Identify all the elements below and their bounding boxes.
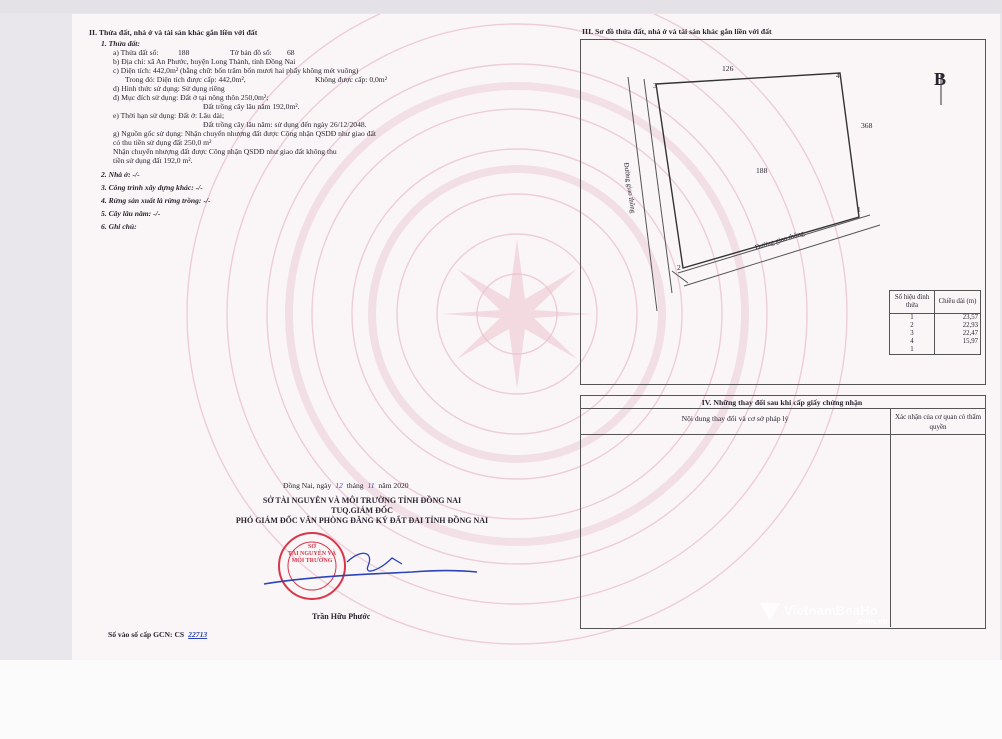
origin-3: Nhận chuyển nhượng đất được Công nhận QSDĐ như giao đất không thu [113, 147, 337, 156]
map-no: 68 [287, 48, 295, 57]
site-logo-icon [758, 600, 782, 624]
parcel-label: 188 [756, 166, 768, 175]
item5-perennial: 5. Cây lâu năm: -/- [101, 209, 161, 218]
parcel-no-label: a) Thửa đất số: [113, 48, 159, 57]
map-no-label: Tờ bản đồ số: [230, 48, 272, 57]
changes-col-confirm: Xác nhận của cơ quan có thẩm quyền [894, 413, 982, 431]
north-symbol: B [934, 69, 947, 89]
certificate-page [72, 14, 1000, 660]
vertex-cell: 1 [890, 314, 935, 323]
section2-heading: II. Thửa đất, nhà ở và tài sản khác gắn liền với đất [89, 28, 258, 37]
stamp-text: SỞ TÀI NGUYÊN VÀ MÔI TRƯỜNG [287, 544, 337, 564]
signer-name: Trần Hữu Phước [312, 612, 371, 621]
sign-deputy: PHÓ GIÁM ĐỐC VĂN PHÒNG ĐĂNG KÝ ĐẤT ĐAI TỈNH ĐỒNG NAI [235, 516, 489, 525]
signature-stroke [264, 571, 477, 585]
vertex-table-header-2: Chiều dài (m) [935, 291, 981, 314]
gcn-number: Số vào số cấp GCN: CS 22713 [108, 630, 208, 639]
section3-heading: III. Sơ đồ thửa đất, nhà ở và tài sản khác gắn liền với đất [582, 27, 772, 36]
length-cell [935, 346, 981, 355]
vertex-cell: 4 [890, 338, 935, 346]
vertex-cell: 1 [890, 346, 935, 355]
road-left-label: Đường giao thông [622, 162, 638, 214]
term: e) Thời hạn sử dụng: Đất ở: Lâu dài; [113, 111, 225, 120]
site-watermark-domain: .com.vn [856, 617, 888, 626]
length-cell: 22,93 [935, 322, 981, 330]
parcel-no: 188 [178, 48, 190, 57]
origin: g) Nguồn gốc sử dụng: Nhận chuyển nhượng đất được Công nhận QSDĐ như giao đất [113, 129, 377, 138]
item1-title: 1. Thửa đất: [101, 39, 140, 48]
length-cell: 15,97 [935, 338, 981, 346]
sign-org: SỞ TÀI NGUYÊN VÀ MÔI TRƯỜNG TỈNH ĐỒNG NAI [262, 496, 462, 505]
term-2: Đất trồng cây lâu năm: sử dụng đến ngày 26/12/2048. [203, 120, 367, 129]
length-cell: 23,57 [935, 314, 981, 323]
area-detail: Trong đó: Diện tích được cấp: 442,0m², [125, 75, 246, 84]
item6-notes: 6. Ghi chú: [101, 222, 137, 231]
purpose: đ) Mục đích sử dụng: Đất ở tại nông thôn 250,0m²; [113, 93, 269, 102]
origin-4: tiền sử dụng đất 192,0 m². [113, 156, 193, 165]
vertex-1: 1 [857, 205, 861, 214]
area: c) Diện tích: 442,0m² (bằng chữ: bốn trăm bốn mươi hai phẩy không mét vuông) [113, 66, 359, 75]
address: b) Địa chỉ: xã An Phước, huyện Long Thành, tỉnh Đồng Nai [113, 57, 296, 66]
sign-tuq: TUQ.GIÁM ĐỐC [331, 506, 393, 515]
sign-date: Đồng Nai, ngày 12 tháng 11 năm 2020 [283, 481, 409, 490]
top-strip [0, 0, 1002, 13]
signature-and-stamp [252, 526, 492, 606]
site-watermark: VietnamBeaHo [784, 603, 878, 618]
vertex-4: 4 [836, 71, 840, 80]
vertex-table [889, 290, 981, 355]
item3-construction: 3. Công trình xây dựng khác: -/- [101, 183, 203, 192]
section4-heading: IV. Những thay đổi sau khi cấp giấy chứng nhận [701, 398, 863, 407]
vertex-cell: 2 [890, 322, 935, 330]
item4-forest: 4. Rừng sản xuất là rừng trồng: -/- [101, 196, 211, 205]
changes-column-divider [890, 408, 891, 627]
origin-2: có thu tiền sử dụng đất 250,0 m² [113, 138, 212, 147]
area-not-granted: Không được cấp: 0,0m² [315, 75, 387, 84]
road-bottom-label: Đường giao thông [754, 229, 806, 252]
changes-header-divider [581, 434, 985, 435]
changes-divider [581, 408, 985, 409]
purpose-2: Đất trồng cây lâu năm 192,0m². [203, 102, 300, 111]
length-cell: 22,47 [935, 330, 981, 338]
bottom-margin [0, 660, 1002, 739]
vertex-2: 2 [677, 263, 681, 272]
usage-form: d) Hình thức sử dụng: Sử dụng riêng [113, 84, 225, 93]
vertex-table-header-1: Số hiệu đỉnh thửa [890, 291, 935, 314]
vertex-3: 3 [653, 81, 657, 90]
item2-house: 2. Nhà ở: -/- [101, 170, 140, 179]
neighbor-top: 126 [722, 64, 734, 73]
red-stamp [279, 533, 345, 599]
neighbor-right: 368 [861, 121, 873, 130]
vertex-cell: 3 [890, 330, 935, 338]
road-left-edge-inner [644, 79, 672, 293]
changes-col-content: Nội dung thay đổi và cơ sở pháp lý [681, 414, 789, 423]
